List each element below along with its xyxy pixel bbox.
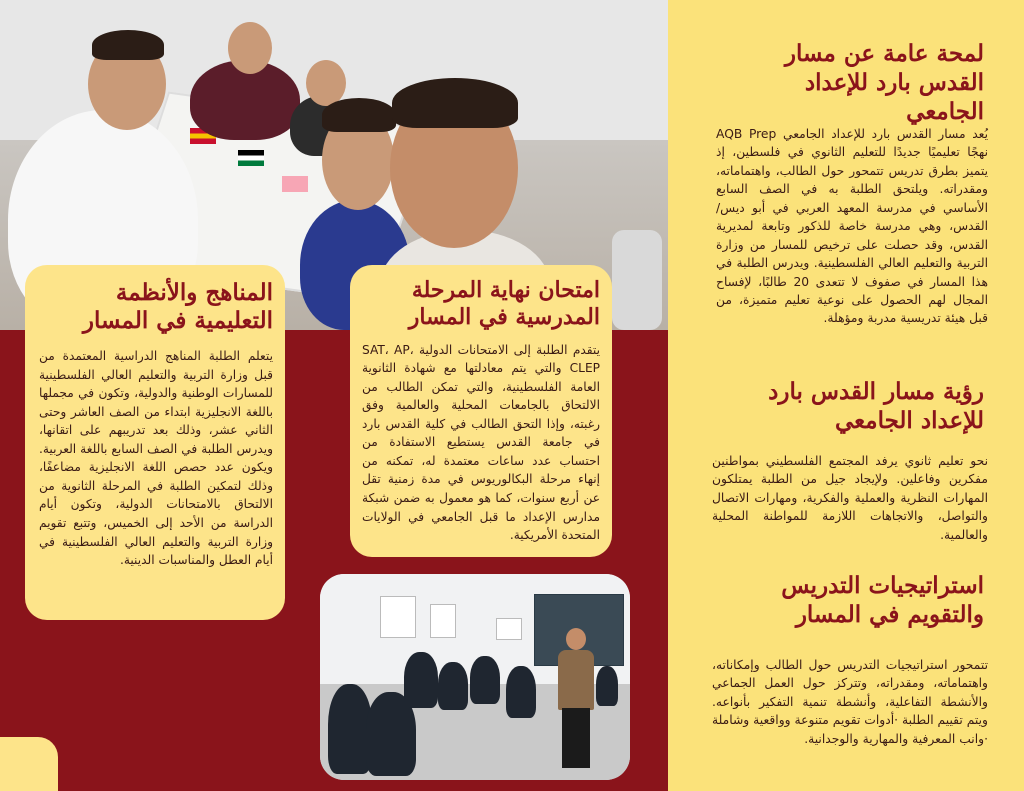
- student-hair: [322, 98, 396, 132]
- teacher-figure: [556, 628, 596, 768]
- flag-icon: [282, 176, 308, 192]
- vision-text: نحو تعليم ثانوي يرفد المجتمع الفلسطيني بمواطنين مفكرين وفاعلين. ولإيجاد جيل من الطلبة يمتلكون المهارات النظرية والعملية والفكرية، ومهارات الاتصال والتواصل، والاتجاهات اللازمة للمواطنة المحلية والعالمية.: [712, 454, 988, 542]
- student-figure: [596, 666, 618, 706]
- right-column: [668, 0, 1024, 791]
- student-face: [306, 60, 346, 106]
- exam-card: [350, 265, 612, 557]
- student-figure: [404, 652, 438, 708]
- wall-poster: [430, 604, 456, 638]
- palestine-flag-icon: [238, 150, 264, 166]
- exam-heading: امتحان نهاية المرحلة المدرسية في المسار: [408, 277, 600, 330]
- vision-heading: رؤية مسار القدس بارد للإعداد الجامعي: [768, 378, 984, 434]
- strategies-heading: استراتيجيات التدريس والتقويم في المسار: [781, 572, 984, 628]
- overview-heading: لمحة عامة عن مسار القدس بارد للإعداد الجامعي: [784, 40, 984, 125]
- curriculum-text: يتعلم الطلبة المناهج الدراسية المعتمدة من قبل وزارة التربية والتعليم العالي الفلسطينية للمسارات الوطنية والدولية، وتكون في مجملها باللغة الانجليزية ابتداء من الصف العاشر وحتى الثاني عشر، وذلك بعد تدريبهم على اتقانها، ويدرس الطلبة في الصف السابع باللغة العربية. ويكون عدد حصص اللغة الانجليزية مضاعفًا، وذلك لتمكين الطلبة في المرحلة الثانوية من الالتحاق بالامتحانات الدولية، وتكون أيام الدراسة من الأحد إلى الخميس، وتتبع تقويم وزارة التربية والتعليم العالي الفلسطينية في أيام العطل والمناسبات الدينية.: [39, 349, 273, 568]
- student-face: [228, 22, 272, 74]
- student-figure: [438, 662, 468, 710]
- strategies-text: تتمحور استراتيجيات التدريس حول الطالب وإمكاناته، واهتماماته، ومقدراته، وتتركز حول العمل الجماعي والأنشطة التفاعلية، وأنشطة تنمية التفكير بأنواعه. ويتم تقييم الطلبة ·أدوات تقويم متنوعة وواقعية وشاملة ·وانب المعرفية والمهارية والوجدانية.: [712, 658, 988, 746]
- overview-text: يُعد مسار القدس بارد للإعداد الجامعي AQB Prep نهجًا تعليميًا جديدًا للتعليم الثانوي في فلسطين، إذ يتميز بطرق تدريس تتمحور حول الطالب، واهتماماته، ومقدراته. ويلتحق الطلبة به في الصف السابع الأساسي في مدرسة المعهد العربي في أبو ديس/القدس، وهي مدرسة خاصة للذكور وتابعة لمديرية القدس، وقد حصلت على ترخيص للمسار من وزارة التربية والتعليم العالي الفلسطينية. ويدرس الطلبة في هذا المسار في صفوف لا تتعدى 20 طالبًا، لإفساح المجال لهم الحصول على نوعية تعليم متميزة، من قبل هيئة تدريسية مدربة ومؤهلة.: [716, 127, 988, 326]
- curriculum-heading: المناهج والأنظمة التعليمية في المسار: [82, 279, 273, 335]
- wall-poster: [380, 596, 416, 638]
- teacher-hair: [392, 78, 518, 128]
- student-figure: [506, 666, 536, 718]
- exam-text: يتقدم الطلبة إلى الامتحانات الدولية SAT، AP، CLEP والتي يتم معادلتها مع شهادة الثانوية العامة الفلسطينية، والتي تمكن الطالب من الالتحاق بالجامعات المحلية والعالمية وفق رغبته، وإذا التحق الطالب في كلية القدس بارد في جامعة القدس يستطيع الاستفادة من احتساب عدد ساعات معتمدة له، تمكنه من إنهاء مرحلة البكالوريوس في مدة زمنية تقل عن أربع سنوات، كما هو معمول به ضمن شبكة مدارس الإعداد ما قبل الجامعي في الولايات المتحدة الأمريكية.: [362, 342, 600, 543]
- student-figure: [470, 656, 500, 704]
- student-hair: [92, 30, 164, 60]
- corner-decoration: [0, 737, 58, 791]
- chair: [612, 230, 662, 330]
- curriculum-card: [25, 265, 285, 620]
- classroom-photo: [320, 574, 630, 780]
- wall-poster: [496, 618, 522, 640]
